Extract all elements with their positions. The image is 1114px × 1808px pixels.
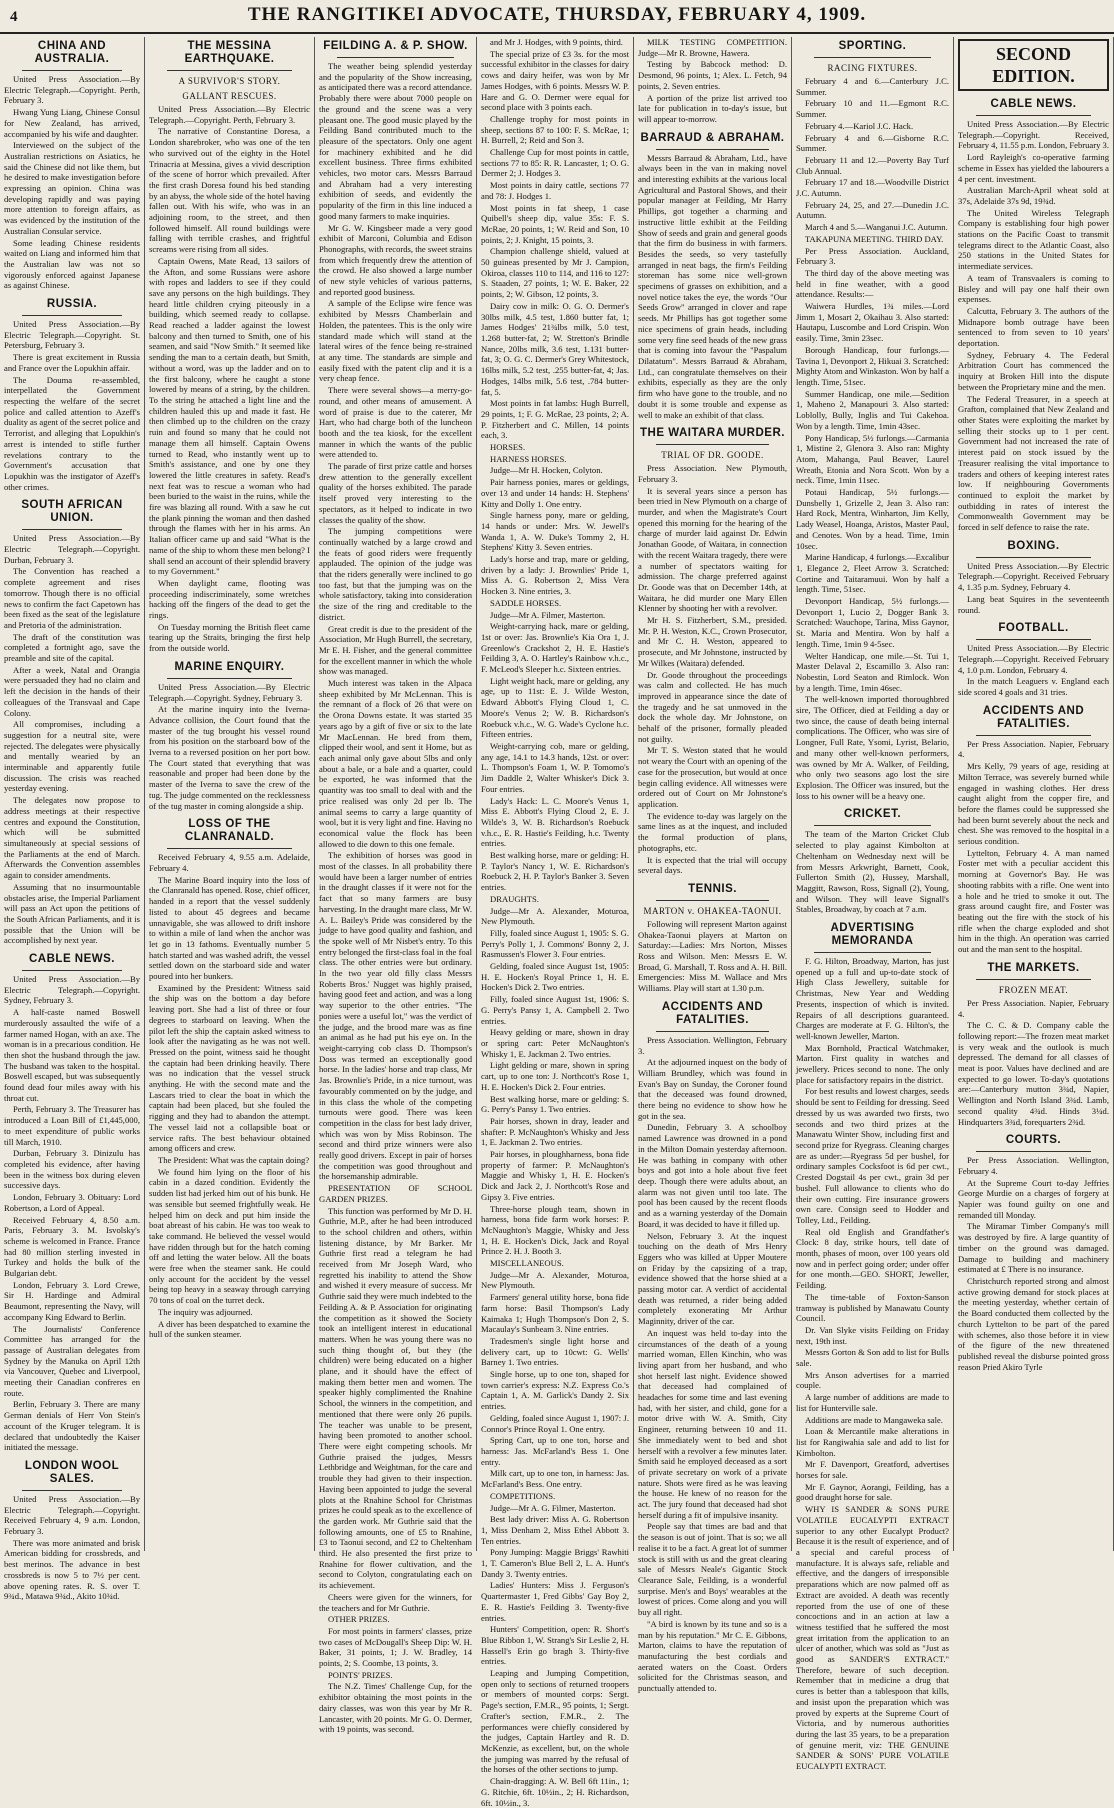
article-paragraph: The narrative of Constantine Doresa, a London sharebroker, who was one of the ten who survived out of the eighty in the Hotel Trinacria at Messina, gives a vivid description of the scene of horror which prevailed. After the first crash Doresa found his bed standing by an abyss, the whole side of the hotel having fallen out. With his wife, who was in an adjoining room, to the street, and then followed himself. All round buildings were falling with terrible crashes, and frightful screams were rising from all sides. (149, 126, 310, 255)
article-paragraph: At the Supreme Court to-day Jeffries George Murdie on a charges of forgery at Napier was found guilty on one and remanded till Monday. (958, 1177, 1109, 1220)
article-heading: SECOND EDITION. (958, 39, 1109, 91)
article-paragraph: Durban, February 3. Dinizulu has completed his evidence, after having been in the witness box during eleven successive days. (4, 1148, 140, 1191)
article-paragraph: A team of Transvaalers is coming to Bisley and will pay one half their own expenses. (958, 272, 1109, 305)
article-paragraph: At the adjourned inquest on the body of William Brundley, which was found in Evan's Bay on Sunday, the Coroner found that the deceased was found drowned, there being no evidence to show how he got in the sea. (638, 1057, 787, 1121)
article-paragraph: Mr T. S. Weston stated that he would not weary the Court with an opening of the case for the prosecution, but would at once begin calling evidence. All witnesses were ordered out of Court on Mr Johnstone's application. (638, 745, 787, 809)
article-paragraph: The N.Z. Times' Challenge Cup, for the exhibitor obtaining the most points in the dairy classes, was won this year by Mr R. Lancaster, with 20 points. Mr G. O. Dermer, with 19 points, was second. (319, 1681, 472, 1735)
article-heading: ADVERTISING MEMORANDA (830, 922, 915, 948)
article-paragraph: A large number of additions are made to list for Hunterville sale. (796, 1392, 949, 1413)
heading-rule (656, 1031, 769, 1032)
article-paragraph: Welter Handicap, one mile.—St. Tui 1, Master Delaval 2, Escamillo 3. Also ran: Nobestin, Lord Seaton and Rimlock. Won by a length. Time, 1min 46sec. (796, 650, 949, 693)
article-paragraph: Mr F. Gaynor, Aorangi, Feilding, has a good draught horse for sale. (796, 1481, 949, 1503)
article-paragraph: United Press Association.—By Electric Telegraph.—Copyright. Perth, February 3. (4, 74, 140, 106)
article-subheading: GALLANT RESCUES. (182, 91, 277, 101)
article-paragraph: The team of the Marton Cricket Club selected to play against Kimbolton at Cheltenham on Wednesday next will be from Messrs Arkwright, Barnett, Cook, Fullerton Smith (2), Hussey, Marshall, Maggitt, Rawson, Ross, Signall (2), Young, and Wilson. They will leave Signall's Stables, Broadway, by coach at 7 a.m. (796, 829, 949, 915)
article-heading: BARRAUD & ABRAHAM. (640, 131, 785, 144)
article-paragraph: Pair harness ponies, mares or geldings, over 13 and under 14 hands: H. Stephens' Kitty and Dolly 1. One entry. (481, 477, 629, 509)
article-paragraph: Cheers were given for the winners, for the teachers and for Mr Guthrie. (319, 1591, 472, 1613)
article-paragraph: Perth, February 3. The Treasurer has introduced a Loan Bill of £1,445,000, to meet expenditure of public works till March, 1910. (4, 1104, 140, 1147)
article-paragraph: WHY IS SANDER & SONS PURE VOLATILE EUCALYPTI EXTRACT superior to any other Eucalypt Product? Because it is the result of experience, and of a special and careful process of manufacture. It is always safe, reliable and effective, and the dangers of irresponsible preparations which are now palmed off as Extract are avoided. A death was recently reported from the use of one of these concoctions and in an action at law a witness testified that he suffered the most great irritation from the application to an ulcer of another, which was sold as "Just as good as SANDER'S EXTRACT." Therefore, beware of such deception. Remember that in medicine a drug that cures is better than a tablespoon that kills, and insist upon the preparation which was proved by experts at the Supreme Court of Victoria, and by numerous authorities during the last 35 years, to be a preparation of genuine merit, viz: THE GENUINE SANDER & SONS' PURE VOLATILE EUCALYPTI EXTRACT. (796, 1504, 949, 1772)
article (4, 1457, 140, 1602)
heading-rule (976, 979, 1091, 980)
article-paragraph: There is great excitement in Russia and France over the Lopukhin affair. (4, 352, 140, 373)
article-paragraph: Testing by Babcock method: D. Desmond, 96 points, 1; Alex. L. Fetch, 94 points, 2. Seven entries. (638, 59, 787, 91)
heading-rule (814, 825, 931, 826)
article-subheading: FROZEN MEAT. (998, 984, 1069, 995)
article-paragraph: United Press Association.—By Electric Telegraph.—Copyright. Received February 4, 1.0 p.m. London, February 4. (958, 643, 1109, 675)
heading-rule (976, 115, 1091, 116)
article-heading: MARINE ENQUIRY. (174, 660, 285, 673)
article-paragraph: Hwang Yung Liang, Chinese Consul for New Zealand, has arrived, accompanied by his wife and daughter. (4, 107, 140, 139)
article-paragraph: It is several years since a person has been tried in New Plymouth on a charge of murder, and when the Magistrate's Court opened this morning for the hearing of the charge of murder laid against Dr. Edwin Jonathan Goode, of Waitara, in connection with the recent Waitara tragedy, there were a number of spectators waiting for admission. The charge preferred against Dr. Goode was that on December 14th, at Waitara, he did murder one Mary Ellen Klenner by shooting her with a revolver. (638, 485, 787, 614)
article-paragraph: London, February 3. Obituary: Lord Robertson, a Lord of Appeal. (4, 1192, 140, 1213)
article-paragraph: Pair horses, in ploughharness, bona fide property of farmer: P. McNaughton's Maggie and Whisky 1, H. E. Hocken's Dick and Jack 2, J. Northcott's Rose and Gipsy 3. Five entries. (481, 1149, 629, 1202)
article-paragraph: Most points in dairy cattle, sections 77 and 78: J. Hodges 1. (481, 180, 629, 201)
article-paragraph: Most points in fat sheep, 1 case Quibell's sheep dip, value 35s: F. S. McRae, 20 points, 1; W. Reid and Son, 10 points, 2; J. Knight, 15 points, 3. (481, 202, 629, 245)
article-paragraph: Light gelding or mare, shown in spring cart, up to one ton: J. Northcott's Rose 1, H. E. Hocken's Dick 2. Four entries. (481, 1060, 629, 1092)
article-heading: CABLE NEWS. (990, 98, 1077, 110)
article-paragraph: The President: What was the captain doing? (158, 1154, 310, 1165)
article (958, 537, 1109, 616)
column-7 (954, 37, 1114, 1551)
article-paragraph: Best lady driver: Miss A. G. Robertson 1, Miss Denham 2, Miss Ethel Abbott 3. Ten entries. (481, 1514, 629, 1546)
article-paragraph: February 4.—Kariol J.C. Hack. (805, 120, 914, 131)
article-paragraph: February 24, 25, and 27.—Dunedin J.C. Autumn. (796, 199, 949, 221)
article-paragraph: and Mr J. Hodges, with 9 points, third. (490, 37, 623, 47)
article-paragraph: Christchurch reported strong and almost active growing demand for stock places at the meeting yesterday, whether certain of the Board conducted them collected by the church Lyttelton to be part of the pared with schemes, also those before it in view of the figure of the new threatened published reveal the disburse pointed gross reason Pried Akiro Tyrle (958, 1275, 1109, 1372)
article-paragraph: For best results and lowest charges, seeds should be sent to Feilding for dressing. Seed dressed by us was awarded two firsts, two seconds and two third prizes at the Manawatu Winter Show, including first and second prize for Ryegrass. Cleaning charges are as under:—Ryegrass 5d per bushel, for ordinary samples Cocksfoot is 6d per cwt., Crested Dogstail 4s per cwt., grain 3d per bushel. Full allowance to clients who do their own cutting. Fire insurance growers own care. Consign seed to Hodder and Tolley, Ltd., Feilding. (796, 1086, 949, 1225)
article-paragraph: TAKAPUNA MEETING. THIRD DAY. (805, 233, 944, 244)
article-paragraph: Dairy cow in milk: O. G. O. Dermer's 30lbs milk, 4.5 test, 1.860 butter fat, 1; James Hodges' 21¾lbs milk, 5.0 test, 1.268 butter-fat, 2; W. Stretton's Brindle Nance, 20lbs milk, 3.6 test, 1.131 butter-fat, 3; O. G. C. Dermer's Grey Whitestock, 16lbs milk, 5.2 test, .255 butter-fat, 4; Jas. Hodges, 14lbs milk, 5.6 test, .784 butter-fat, 5. (481, 300, 629, 397)
article-paragraph: Received February 4, 9.55 a.m. Adelaide, February 4. (149, 852, 310, 873)
article-paragraph: Lady's horse and trap, mare or gelding, driven by a lady: J. Brownlies' Pride 1, Miss A. G. Robertson 2, Miss Vera Hocken 3. Nine entries, 3. (481, 554, 629, 597)
article (319, 37, 472, 1735)
article-paragraph: Messrs Barraud & Abraham, Ltd., have always been in the van in making novel and interesting exhibits at the various local Agricultural and Pastoral Shows, and their popular manager at Feilding, Mr Harry Phillips, got together a charming and instructive little exhibit at the Feilding Show of seeds and grain and general goods that the firm do business in with farmers. Besides the seeds, so very tastefully arranged in neat bags, the firm's Feilding storeman has some nice well-grown specimens of grasses on exhibition, and a novel notice takes the eye, the words "Our Seeds Grow" arranged in clover and rape seeds. Mr Phillips has got together some nice specimens of grain heads, including some very fine seed heads of the new grass that is coming into favour the "Paspalum Dilatatum". Messrs Barraud & Abraham, Ltd., can congratulate themselves on their exhibits, especially as they are the only firm who have gone to the trouble, and no doubt it is some trouble and expense as well to make an exhibit of that class. (638, 152, 787, 420)
article-heading: SOUTH AFRICAN UNION. (21, 499, 123, 525)
article-paragraph: Max Bornhold, Practical Watchmaker, Marton. First quality in watches and jewellery. Prices second to none. The only place for satisfactory repairs in the district. (796, 1042, 949, 1085)
article-paragraph: The weather being splendid yesterday and the popularity of the Show increasing, as anticipated there was a record attendance. Probably there were about 7000 people on the ground and the scene was a very pleasant one. The good music played by the Feilding Band contributed much to the pleasure of the spectators. Only one agent for machinery exhibited and he did excellent business. Three firms exhibited vehicles, two motor cars. Messrs Barraud and Abraham had a very interesting exhibition of seeds, and evidently the popularity of the firm in this line induced a good many farmers to make inquiries. (319, 61, 472, 221)
article-paragraph: The exhibition of horses was good in most of the classes. In all probability there would have been a larger number of entries in the draught classes if it were not for the fact that so many farmers are busy harvesting. In the draught mare class, Mr W. A. L. Bailey's Pride was considered by the judge to have good quality and fashion, and the spoke well of Mr Nisbet's entry. To this entry belonged the first-class foal in the foal class. The other entries were but ordinary. In the two year old filly class Messrs Roberts Bros.' Nugget was highly praised, having good feet and action, and was a long way superior to the other entries. "The ponies were a useful lot," was the verdict of the judge, and the brood mare was as fine an animal as he had put his eye on. In the weight-carrying cob class D. Thompson's Doss was termed an exceptionally good horse. In the ladies' horse and trap class, Mr Jas. Brownlie's Pride, in a nice turnout, was favourably commented on by the judge, and in this class the whole of the competing turnouts were good. There was keen competition in the class for best lady driver, which was won by Miss Robinson. The second and third prize winners were also really good drivers. Except in pair of horses the competition was good throughout and the horsemanship admirable. (319, 850, 472, 1182)
article-paragraph: The evidence to-day was largely on the same lines as at the inquest, and included the formal production of plans, photographs, etc. (638, 810, 787, 853)
article-paragraph: February 17 and 18.—Woodville District J.C. Autumn. (796, 177, 949, 199)
article-paragraph: Loan & Mercantile make alterations in list for Rangiwahia sale and add to list for Kimbolton. (796, 1426, 949, 1458)
article-paragraph: Dr. Van Slyke visits Feilding on Friday next, 19th inst. (796, 1324, 949, 1346)
article-paragraph: The Convention has reached a complete agreement and rises tomorrow. Though there is no official news to confirm the fact Capetown has been fixed as the seat of the legislature and Pretoria of the administration. (4, 566, 140, 630)
article-paragraph: Hunters' Competition, open: R. Short's Blue Ribbon 1, W. Strang's Sir Leslie 2, H. Hassell's Erin go bragh 3. Thirty-five entries. (481, 1624, 629, 1667)
article-paragraph: The United Wireless Telegraph Company is establishing four high power stations on the Pacific Coast to transmit telegrams direct to the Atlantic Coast, also 250 stations in the United States for intermediate services. (958, 207, 1109, 272)
article-paragraph: The C. C. & D. Company cable the following report:—The frozen meat market is very weak and the outlook is much depressed. The demand for all classes of meat is poor. Values have declined and are expected to go lower. To-day's quotations are:—Canterbury mutton 3¾d, Napier, Wellington and North Island 3¾d. Lamb, second quality 4¾d. Hinds 3¼d. Hindquarters 3¾d, forequarters 2¾d. (958, 1020, 1109, 1127)
article-paragraph: MILK TESTING COMPETITION. Judge—Mr R. Browne, Hawera. (638, 37, 787, 58)
article-paragraph: Interviewed on the subject of the Australian restrictions on Asiatics, he said the Chinese did not like them, but he desired to make investigation before expressing an opinion. China was developing rapidly and was paying more attention to foreign affairs, as was evidenced by the institution of the Australian Consular service. (4, 140, 140, 236)
article-paragraph: Lady's Hack: L. C. Moore's Venus 1, Miss E. Abbott's Flying Cloud 2, E. J. Wilde's 3, W. B. Richardson's Roebuck v.h.c., E. R. Hastie's Feilding, h.c. Twenty entries. (481, 795, 629, 849)
masthead (0, 0, 1114, 34)
article (958, 619, 1109, 698)
article-paragraph: SADDLE HORSES. (490, 597, 562, 608)
article-paragraph: Calcutta, February 3. The authors of the Midnapore bomb outrage have been sentenced to from seven to 10 years' deportation. (958, 305, 1109, 349)
article-paragraph: When daylight came, flooting was proceeding indiscriminately, some wretches hacking off the fingers of the dead to get the rings. (149, 577, 310, 621)
newspaper-title: THE RANGITIKEI ADVOCATE, THURSDAY, FEBRUARY 4, 1909. (247, 4, 867, 25)
article-paragraph: There was more animated and brisk American bidding for crossbreds, and best merinos. The advance in best crossbreds is now 5 to 7½ per cent. above opening rates. R. S. over T. 9¾d., Matawa 9¾d., Akito 10¾d. (4, 1537, 140, 1602)
article-heading: CHINA AND AUSTRALIA. (34, 40, 110, 65)
article-heading: SPORTING. (838, 40, 907, 52)
article-paragraph: Gelding, foaled since August 1st, 1905: H. E. Hocken's Royal Prince 1, H. E. Hocken's Dick 2. Two entries. (481, 961, 629, 993)
article-paragraph: Gelding, foaled since August 1, 1907: J. Connor's Prince Royal 1. One entry. (481, 1412, 629, 1434)
article-paragraph: Farmers' general utility horse, bona fide farm horse: Basil Thompson's Lady Kaimaka 1; Hugh Thompson's Don 2, S. Macaulay's Sunbeam 3. Nine entries. (481, 1292, 629, 1335)
article-paragraph: Lyttelton, February 4. A man named Foster met with a peculiar accident this morning at Governor's Bay. He was shooting rabbits with a rifle. One went into a hole and he tried to smoke it out. The grass around caught fire, and Foster was beating out the fire with the stock of his rifle when the charge exploded and shot him in the thigh. An operation was carried out and the man sent to the hospital. (958, 847, 1109, 955)
article-heading: FEILDING A. & P. SHOW. (323, 40, 468, 52)
article-subheading: A SURVIVOR'S STORY. (178, 76, 281, 86)
article-paragraph: United Press Association.—By Electric Telegraph.—Copyright. Sydney, February 3. (149, 681, 310, 703)
article-paragraph: Light weight hack, mare or gelding, any age, up to 11st: E. J. Wilde Weston, Edward Abbott's Flying Cloud 1, C. Moore's Venus 2; W. B. Richardson's Roebuck v.h.c., W. G. Wade's Cyclone h.c. Fifteen entries. (481, 675, 629, 740)
heading-rule (656, 149, 769, 150)
article-heading: THE WAITARA MURDER. (640, 427, 785, 440)
article-paragraph: Tradesmen's single light horse and delivery cart, up to 10cwt: G. Wells' Barney 1. Two entries. (481, 1335, 629, 1368)
article-paragraph: POINTS' PRIZES. (328, 1669, 393, 1680)
article (796, 805, 949, 915)
article-paragraph: United Press Association.—By Electric Telegraph.—Copyright. Received, February 4, 11.55 p.m. London, February 3. (958, 119, 1110, 151)
article-heading: COURTS. (1005, 1134, 1062, 1147)
article (4, 950, 140, 1453)
article-paragraph: United Press Association.—By Electric Telegraph.—Copyright. St. Petersburg, February 3. (4, 319, 140, 351)
article-paragraph: Potaui Handicap, 5½ furlongs.—Dunsbelly 1, Grizelle 2, Jean 3. Also ran: Hard Rock, Mentra, Winharton, Jim Kelly, Lady Weasel, Hoanga, Aristos, Master Paul, and Cenotes. Won by a head. Time, 1min 10sec. (796, 487, 949, 551)
heading-rule (656, 444, 769, 445)
article-paragraph: Challenge trophy for most points in sheep, sections 87 to 100: F. S. McRae, 1; H. Burrell, 2; Reid and Son 3. (481, 113, 629, 146)
article-heading: BOXING. (1007, 539, 1060, 552)
article-paragraph: This function was performed by Mr D. H. Guthrie, M.P., after he had been introduced to the school children and others, within listening distance, by Mr Barker. Mr Guthrie first read a telegram he had received from Mr Joseph Ward, who regretted his inability to attend the Show and wished it every measure of success. Mr Guthrie said they were much indebted to the Feilding A. & P. Association for originating the competition as it showed the Society took an intelligent interest in educational matters. When he was young there was no such thing thought of, but they (the children) were being educated on a higher plane, and it should have the effect of making them better men and women. The speaker highly complimented the Rnahine School, the winners in the competition, and mentioned that there were only 26 pupils. The teacher was unable to be present, having been promoted to another school. There were eight competing schools. Mr Guthrie praised the judges, Messrs Lethbridge and Weightman, for the care and trouble they had given to their inspection. Having been appointed to judge the several plots at the Rnahine School for Christmas prizes he could speak as to the excellence of the garden work. Mr Guthrie said that the following amounts, one of £5 to Rnahine, £3 to Taonui second, and £2 to Cheltenham third. He also presented the first prize to Rnahine for flower cultivation, and the second to Colyton, congratulating each on its achievement. (319, 1205, 472, 1591)
article-paragraph: Per Press Association. Napier, February 4. (958, 738, 1109, 760)
article-paragraph: People say that times are bad and that the season is out of joint. That is so; we all realise it to be a fact. A great lot of summer stock is still with us and the great clearing sale of Messrs Neale's Gigantic Stock Clearance Sale, Feilding, is a wonderful surprise. Men's and Boys' wearables at the lowest of prices. Come along and you will buy all right. (638, 1521, 787, 1618)
article-paragraph: Most points in fat lambs: Hugh Burrell, 29 points, 1; F. G. McRae, 23 points, 2; A. P. Fitzherbert and C. Millen, 14 points each, 3. (481, 398, 629, 441)
article (481, 37, 629, 1808)
article-paragraph: A sample of the Eclipse wire fence was exhibited by Messrs Chamberlain and Holden, the patentees. This is the only wire standard made which will stand at the lateral wires of the fence being re-strained at any time. The standards are simple and easily fixed with the patent clip and it is a very cheap fence. (319, 298, 472, 384)
article-paragraph: February 11 and 12.—Poverty Bay Turf Club Annual. (796, 154, 949, 176)
article-paragraph: United Press Association.—By Electric Telegraph.—Copyright. Received February 4, 1.35 p.m. Sydney, February 4. (958, 560, 1109, 593)
article-paragraph: All compromises, including a suggestion for a neutral site, were rejected. The delegates were physically and mentally wearied by an interminable and apparently futile discussion. The crisis was reached yesterday evening. (4, 719, 140, 794)
article-paragraph: PRESENTATION OF SCHOOL GARDEN PRIZES. (319, 1183, 472, 1204)
article (4, 496, 140, 946)
article-paragraph: Challenge Cup for most points in cattle, sections 77 to 85: R. R. Lancaster, 1; O. G. Dermer 2; J. Hodges 3. (481, 147, 629, 179)
heading-rule (22, 970, 122, 971)
article-paragraph: A diver has been despatched to examine the hull of the sunken steamer. (149, 1318, 310, 1340)
article-heading: TENNIS. (688, 882, 737, 895)
heading-rule (976, 735, 1091, 736)
article-paragraph: Milk cart, up to one ton, in harness: Jas. McFarland's Bess. One entry. (481, 1468, 629, 1490)
article-paragraph: Judge—Mr A. G. Filmer, Masterton. (490, 1502, 616, 1513)
article-paragraph: Judge—Mr A. Alexander, Moturoa, New Plymouth. (481, 905, 629, 927)
article-paragraph: Judge—Mr A. Filmer, Masterton. (490, 609, 606, 620)
article-paragraph: Champion challenge shield, valued at 50 guineas presented by Mr J. Campion, Okiroa, classes 110 to 114, and 116 to 127: S. Staaden, 27 points, 1; W. E. Baker, 22 points, 2; W. Gibson, 12 points, 3. (481, 246, 629, 300)
column-5 (634, 37, 792, 1694)
article (638, 880, 787, 994)
article-paragraph: DRAUGHTS. (490, 893, 539, 904)
article-paragraph: Sydney, February 4. The Federal Arbitration Court has commenced the inquiry at Broken Hill into the dispute between the Proprietary mine and the men. (958, 349, 1109, 392)
heading-rule (167, 848, 292, 849)
article-paragraph: The Journalists' Conference Committee has arranged for the passage of Australian delegates from Sydney by the Manuka on April 12th via Vancouver, Quebec and Liverpool, meeting their Canadian confreres en route. (4, 1323, 140, 1398)
article-paragraph: Additions are made to Mangaweka sale. (805, 1414, 943, 1425)
article-paragraph: United Press Association.—By Electric Telegraph.—Copyright. Received February 4, 9 a.m. London, February 3. (4, 1493, 140, 1537)
article-paragraph: Mr F. Davenport, Greatford, advertises horses for sale. (796, 1459, 949, 1481)
article-paragraph: Weight-carrying cob, mare or gelding, any age, 14.1 to 14.3 hands, 12st. or over: L. Thompson's Foam 1, W. P. Tomomo's Jim Daddle 2, Walter Whisker's Dick 3. Four entries. (481, 741, 629, 794)
article-paragraph: The draft of the constitution was completed a fortnight ago, save the preamble and site of the capital. (4, 631, 140, 664)
heading-rule (167, 70, 292, 71)
heading-rule (22, 70, 122, 71)
heading-rule (22, 315, 122, 316)
article-heading: ACCIDENTS AND FATALITIES. (982, 704, 1085, 730)
article-paragraph: Filly, foaled since August 1, 1905: S. G. Perry's Polly 1, J. Commons' Bonny 2, J. Rasmussen's Flower 3. Four entries. (481, 927, 629, 960)
article-heading: ACCIDENTS AND FATALITIES. (661, 1000, 764, 1026)
article-paragraph: Summer Handicap, one mile.—Sedition 1, Maheno 2, Manapouri 3. Also started: Loblolly, Bully, Inglis and Tui Cakehoa. Won by a length. Time, 1min 43sec. (796, 388, 949, 431)
article-paragraph: HARNESS HORSES. (490, 453, 567, 464)
article (958, 702, 1109, 955)
article-paragraph: Lord Rayleigh's co-operative farming scheme in Essex has yielded the labourers a 4 per cent. investment. (958, 152, 1109, 184)
article-paragraph: OTHER PRIZES. (328, 1614, 390, 1625)
heading-rule (976, 557, 1091, 558)
article-paragraph: Some leading Chinese residents waited on Liang and informed him that the Australian law was not so vigorously enforced against Japanese as against Chinese. (4, 237, 140, 291)
article-paragraph: F. G. Hilton, Broadway, Marton, has just opened up a full and up-to-date stock of High Class Jewellery, suitable for Christmas, New Year and Wedding Presents, inspection of which is invited. Repairs of all descriptions guaranteed. Charges are moderate at F. G. Hilton's, the well-known Jeweller, Marton. (796, 956, 949, 1041)
article-paragraph: Press Association. New Plymouth, February 3. (638, 463, 787, 484)
article-paragraph: Per Press Association. Napier, February 4. (958, 997, 1109, 1019)
article (796, 919, 949, 1772)
heading-rule (814, 952, 931, 953)
article-paragraph: After a week, Natal and Orangia were persuaded they had no claim and left the decision in the hands of their colleagues of the Transvaal and Cape Colony. (4, 664, 140, 718)
article-paragraph: Borough Handicap, four furlongs.—Tavina 1, Devonport 2, Hikuai 3. Scratched: Mighty Atom and Winkaston. Won by half a length. Time, 51sec. (796, 344, 949, 387)
article-paragraph: It is expected that the trial will occupy several days. (638, 854, 787, 876)
column-4 (477, 37, 634, 1808)
article-paragraph: Pair horses, shown in dray, leader and shafter: P. McNaughton's Whisky and Jess 1, E. Jackman 2. Two entries. (481, 1115, 629, 1148)
article-heading: LONDON WOOL SALES. (24, 1459, 120, 1485)
article-paragraph: United Press Association.—By Electric Telegraph.—Copyright. Perth, February 3. (149, 104, 310, 125)
article-paragraph: Pony Jumping: Maggie Briggs' Rawhiti 1, T. Cameron's Blue Bell 2, L. A. Hunt's Dandy 3. Twenty entries. (481, 1547, 629, 1579)
article-paragraph: Mrs Kelly, 79 years of age, residing at Milton Terrace, was severely burned while engaged in washing clothes. Her dress caught alight from the copper fire, and before the flames could be suppressed she had been burnt severely about the neck and chest. She was removed to the hospital in a serious condition. (958, 761, 1109, 847)
article (149, 658, 310, 811)
article-paragraph: Heavy gelding or mare, shown in dray or spring cart: Peter McNaughton's Whisky 1, E. Jackman 2. Two entries. (481, 1027, 629, 1059)
article (4, 37, 140, 291)
article (638, 998, 787, 1694)
article-paragraph: February 4 and 6.—Gisborne R.C. Summer. (796, 132, 949, 154)
article-paragraph: The Miramar Timber Company's mill was destroyed by fire. A large quantity of timber on the ground was damaged. Damage to building and machinery estimated at £ There is no insurance. (958, 1221, 1109, 1275)
page-number: 4 (10, 9, 18, 25)
article-paragraph: Single horse, up to one ton, shaped for town carrier's express: N.Z. Express Co.'s Captain 1, A. M. Garlick's Dandy 2. Six entries. (481, 1369, 629, 1412)
article-paragraph: The special prize of £3 3s. for the most successful exhibitor in the classes for dairy cows and dairy heifer, was won by Mr James Hodges, with 6 points. Messrs W. P. Hare and G. O. Dermer were equal for second place with 3 points each. (481, 48, 629, 113)
article-paragraph: Chain-dragging: A. W. Bell 6ft 11in., 1; G. Ritchie, 6ft. 10½in., 2; H. Richardson, 6ft. 10½in., 3. (481, 1776, 629, 1808)
article-subheading: MARTON v. OHAKEA-TAONUI. (643, 905, 782, 916)
article-paragraph: The inquiry was adjourned. (158, 1306, 253, 1317)
article-paragraph: Waiwera Hurdles, 1¾ miles.—Lord Jimm 1, Mosart 2, Okaihau 3. Also started: Hautapu, Luscombe and Lord Crispin. Won easily. Time, 3min 23sec. (796, 301, 949, 344)
article-paragraph: Weight-carrying hack, mare or gelding, 1st or over: Jas. Brownlie's Kia Ora 1, J. Greenlow's Crackshot 2, H. E. Hastie's Feilding 3, A. O. Hartley's Rainbow v.h.c., F. McLeod's Sleeper h.c. Sixteen entries. (481, 621, 629, 675)
article-paragraph: "A bird is known by its tune and so is a man by his reputation." Mr C. E. Gibbons, Marton, claims to have the reputation of manufacturing the best cordials and aerated waters on the Coast. Orders solicited for the Christmas season, and punctually attended to. (638, 1618, 787, 1694)
article-paragraph: Spring Cart, up to one ton, horse and harness: Jas. McFarland's Bess 1. One entry. (481, 1435, 629, 1467)
article-subheading: TRIAL OF DR. GOODE. (661, 450, 764, 461)
article-paragraph: Per Press Association. Auckland, February 3. (796, 245, 949, 267)
article-paragraph: MISCELLANEOUS. (490, 1258, 564, 1269)
article-paragraph: Judge—Mr A. Alexander, Moturoa, New Plymouth. (481, 1269, 629, 1291)
article-paragraph: The delegates now propose to address meetings at their respective centres and expound the Constitution, which will be submitted simultaneously at special sessions of the Parliaments at the end of March. Afterwards the Convention assembles again to consider amendments. (4, 795, 140, 881)
article-paragraph: Best walking horse, mare or gelding: H. P. Taylor's Nancy 1, W. E. Richardson's Roebuck 2, H. P. Taylor's Banker 3. Seven entries. (481, 850, 629, 893)
article-paragraph: A half-caste named Boswell murderously assaulted the wife of a farmer named Hogan, with an axe. The woman is in a precarious condition. He then shot the husband through the jaw. The husband was taken to the hospital. Boswell escaped, but was subsequently found dead four miles away with his throat cut. (4, 1007, 140, 1103)
heading-rule (337, 57, 454, 58)
article-paragraph: Filly, foaled since August 1st, 1906: S. G. Perry's Pansy 1, A. Campbell 2. Two entries. (481, 994, 629, 1026)
article-paragraph: The parade of first prize cattle and horses drew attention to the generally excellent quality of the horses exhibited. The parade itself proved very interesting to the spectators, as it helped to indicate in two classes the quality of the show. (319, 461, 472, 525)
article-heading: CRICKET. (843, 808, 902, 821)
article-paragraph: Pony Handicap, 5½ furlongs.—Carmania 1, Mistine 2, Glenora 3. Also ran: Mighty Atom, Mahanga, Paul Beaver, Laurel Wreath, Etonia and Nora Scott. Won by a neck. Time, 1min 11sec. (796, 432, 949, 486)
article-paragraph: March 4 and 5.—Wanganui J.C. Autumn. (805, 222, 948, 233)
article (958, 959, 1109, 1127)
article-paragraph: On Tuesday morning the British fleet came tearing up the Straits, bringing the first help from the outside world. (149, 621, 310, 654)
article-paragraph: Examined by the President: Witness said the ship was on the bottom a day before leaving port. She had a list of three or four degrees to starboard on leaving. When the pilot left the ship the captain asked witness to look after the navigating as he was not well. Pressed on the point, witness said he thought the captain had been drinking heavily. There was no indication that the vessel struck anything. He with the second mate and the Lascars tried to clear the boat in which the captain had been placed, but she fouled the rigging and they had to abandon the attempt. The vessel laid not a collapsible boat or service rafts. The best behaviour obtained among officers and crew. (149, 982, 310, 1154)
article-paragraph: Following will represent Marton against Ohakea-Taonui players at Marton on Saturday:—Ladies: Mrs Norton, Misses Ross and Wilson. Men: Messrs E. W. Broad, G. Marshall, T. Ross and A. H. Bill. Emergencies: Miss M. Wallace and Mrs Williams. Play will start at 1.30 p.m. (638, 918, 787, 994)
article (958, 39, 1109, 91)
article-paragraph: February 4 and 6.—Canterbury J.C. Summer. (796, 76, 949, 97)
article-paragraph: United Press Association.—By Electric Telegraph.—Copyright. Durban, February 3. (4, 533, 140, 565)
article-paragraph: Great credit is due to the president of the Association, Mr Hugh Burrell, the secretary, Mr E. H. Fisher, and the general committee for the excellent manner in which the whole show was managed. (319, 623, 472, 677)
article-paragraph: We found him lying on the floor of his cabin in a dazed condition. Evidently the sudden list had jerked him out of his bunk. He was sensible but seemed frightfully weak. He helped him on deck and put him inside the boat abreast of his cabin. He was too weak to take command. He believed the vessel would have ridden through but for the hatch coming off and letting the water below. All the boats were free when the steamer sank. He could only account for the accident by the vessel being top heavy in a seaway through carrying 70 tons of coal on the turret deck. (149, 1166, 310, 1306)
article-paragraph: Messrs Gorton & Son add to list for Bulls sale. (796, 1347, 949, 1369)
article-paragraph: Mr G. W. Kingsbeer made a very good exhibit of Marconi, Columbia and Edison Phonographs, with records, the sweet strains from which frequently drew the attention of the crowd. He also showed a large number of new style vehicles of various patterns, and reported good business. (319, 222, 472, 297)
article-paragraph: There were several shows—a merry-go-round, and other means of amusement. A word of praise is due to the caterer, Mr Hart, who had charge both of the luncheon booth and the tea kiosk, for the excellent manner in which the wants of the public were attended to. (319, 385, 472, 460)
article-paragraph: COMPETITIONS. (490, 1490, 556, 1501)
article-paragraph: Per Press Association. Wellington, February 4. (958, 1155, 1109, 1176)
column-6 (792, 37, 954, 1772)
column-2 (145, 37, 315, 1551)
article (638, 129, 787, 421)
article-paragraph: Three-horse plough team, shown in harness, bona fide farm work horses: P. McNaughton's Maggie, Whisky and Jess 1, H. E. Hocken's Dick, Jack and Royal Prince 2. H. J. Booth 3. (481, 1203, 629, 1257)
article-heading: FOOTBALL. (998, 622, 1069, 635)
article (638, 424, 787, 876)
article-paragraph: Mr H. S. Fitzherbert, S.M., presided. Mr. P. H. Weston, K.C., Crown Prosecutor, and Mr C. H. Weston, appeared to prosecute, and Mr Johnstone, instructed by Mr Wilkes (Waitara) defended. (638, 615, 787, 668)
column-1 (0, 37, 145, 1602)
article-paragraph: For most points in farmers' classes, prize two cases of McDougall's Sheep Dip: W. H. Baker, 31 points, 1; J. W. Bradley, 14 points, 2; S. Coombe, 13 points, 3. (319, 1625, 472, 1669)
article-paragraph: The jumping competitions were continually watched by a large crowd and the feats of good riders were frequently applauded. The opinion of the judge was that the riders generally were inclined to go too fast, but that the jumping was on the whole satisfactory, taking into consideration the size of the ring and creditable to the district. (319, 526, 472, 622)
article-paragraph: In the match Leaguers v. England each side scored 4 goals and 31 tries. (958, 676, 1109, 698)
article-heading: THE MARKETS. (987, 961, 1080, 974)
article-paragraph: Marine Handicap, 4 furlongs.—Excalibur 1, Elegance 2, Fleet Arrow 3. Scratched: Cortine and Taitaramuui. Won by half a length. Time, 51sec. (796, 552, 949, 595)
article-paragraph: Press Association. Wellington, February 3. (638, 1034, 787, 1056)
article (149, 37, 310, 654)
article (4, 295, 140, 492)
article-paragraph: Best walking horse, mare or gelding: S. G. Perry's Pansy 1. Two entries. (481, 1093, 629, 1115)
article-paragraph: An inquest was held to-day into the circumstances of the death of a young married woman, Ellen Kinchin, who was living apart from her husband, and who shot herself last night. Evidence showed that deceased had complained of headaches for some time and last evening had, with her sister, and child, gone for a motor drive with W. A. Smith, City Engineer, returning between 10 and 11. She immediately went to bed and shot herself with a revolver a few minutes later. Smith said he employed deceased as a sort of private secretary on work of a private nature. Shots were fired as he was leaving the house. He knew of no reason for the act. The jury found that deceased had shot herself during a fit of impulsive insanity. (638, 1327, 787, 1520)
heading-rule (976, 1151, 1091, 1152)
article-paragraph: Dr. Goode throughout the proceedings was calm and collected. He has much improved in appearance since the date of the tragedy and he sat unmoved in the dock the whole day. Mr Johnstone, on behalf of the prisoner, formally pleaded not guilty. (638, 669, 787, 744)
article-paragraph: Judge—Mr H. Hocken, Colyton. (490, 465, 603, 476)
article-paragraph: Assuming that no insurmountable obstacles arise, the Imperial Parliament will pass an Act upon the petitions of the South African Parliaments, and it is possible that the Union will be accomplished by next year. (4, 881, 140, 946)
article (638, 37, 787, 125)
article-paragraph: Real old English and Grandfather's Clock: 8 day, strike hours, tell date of month, phases of moon, over 100 years old now and in perfect going order; under offer for one month.—GEO. SHORT, Jeweller, Feilding. (796, 1226, 949, 1291)
article-paragraph: Devonport Handicap, 5½ furlongs.—Devonport 1, Lucio 2, Dogger Bank 3. Scratched: Wauchope, Tarina, Miss Gaynor, St. Maria and Mentira. Won by half a length. Time, 1min 9 4-5sec. (796, 596, 949, 649)
heading-rule (656, 900, 769, 901)
article-heading: CABLE NEWS. (29, 953, 115, 966)
article-paragraph: The third day of the above meeting was held in fine weather, with a good attendance. Results:— (796, 267, 949, 300)
article-heading: RUSSIA. (46, 298, 98, 311)
article-paragraph: The Marine Board inquiry into the loss of the Clanranald has opened. Rose, chief officer, handed in a report that the vessel suddenly listed to about 45 degrees and became unnavigable, she was allowed to drift inshore to within a mile of land when the anchor was let go in 13 fathoms. Eventually number 5 hatch started and was washed adrift, the vessel settled down on the starboard side and water poured into her bunkers. (149, 874, 310, 982)
article-paragraph: Captain Owens, Mate Read, 13 sailors of the Afton, and some Russians were ashore with ropes and ladders to see if they could save any persons on the high buildings. They heard little children crying piteously in a building, which seemed ready to collapse. Read reached a ladder against the lowest balcony and then turned to Smith, one of his seamen, and said "Now Smith." It seemed like sending the man to a certain death, but Smith, without a word, was up the ladder and on to the first balcony, where he caught a stone lowered by means of a string, by the children. To the string he attached a light line and the children hauled this up and made it fast. He then climbed up to the children on the crazy ruin and found so many that he could not manage them all himself. Captain Owens turned to Read, who instantly went up to Smith's assistance, and one by one they lowered the little creatures in safety. Read's next feat was to rescue a woman who had been buried to the waist in the ruins, while the fire was blazing all round. With a saw he cut the plank pinning the woman and then dashed through the flames with her in his arms. An Italian officer came up and said "What is the name of the ship to whom these men belong? I shall send an account of their splendid bravery to my Government." (149, 255, 310, 577)
article-paragraph: HORSES. (490, 442, 526, 453)
heading-rule (22, 529, 122, 530)
article-paragraph: The Douma re-assembled, interpellated the Government respecting the welfare of the secret police and called attention to Azeff's duality as agent of the secret police and Terrorist, and alleging that Lopukhin's arrest is intended to stifle further revelations contrary to the Government's accusation that Lopukhin was the instigator of Azeff's other crimes. (4, 374, 140, 492)
article-paragraph: Nelson, February 3. At the inquest touching on the death of Mrs Henry Eggers who was killed at Upper Moutere on Friday by the capsizing of a trap, evidence showed that the horse shied at a passing motor car. A verdict of accidental death was returned, a rider being added completely exonerating Mr Arthur Maginnity, driver of the car. (638, 1230, 787, 1327)
article-paragraph: London, February 3. Lord Crewe, Sir H. Hardinge and Admiral Beaumont, representing the Navy, will accompany King Edward to Berlin. (4, 1279, 140, 1322)
article-paragraph: Mrs Anson advertises for a married couple. (796, 1369, 949, 1391)
article (958, 1131, 1109, 1372)
article-paragraph: Much interest was taken in the Alpaca sheep exhibited by Mr McLennan. This is the remnant of a flock of 26 that were on the Orona Downs estate. It was started 35 years ago by a gift of five or six to the late Mr MacLennan. He bred from them, clipped their wool, and sent it Home, but as each animal only gave about 5lbs and only about a bale, or a bale and a quarter, could be exported, he was informed that the quantity was too small to deal with and the price realised was only 2d per lb. The animal seems to carry a large quantity of wool, but it is very light and fine. Having no economical value the flock has been allowed to die down to this one female. (319, 678, 472, 849)
article-paragraph: A portion of the prize list arrived too late for publication in to-day's issue, but will appear to-morrow. (638, 92, 787, 124)
article (958, 95, 1109, 533)
heading-rule (976, 639, 1091, 640)
article-paragraph: United Press Association.—By Electric Telegraph.—Copyright. Sydney, February 3. (4, 974, 140, 1006)
article-paragraph: February 10 and 11.—Egmont R.C. Summer. (796, 98, 949, 120)
article-paragraph: Received February 4, 8.50 a.m. Paris, February 3. M. Isvolsky's scheme is welcomed in France. France had 80 million sterling invested in Turkey and holds the bulk of the Bulgarian debt. (4, 1214, 140, 1279)
column-3 (315, 37, 477, 1735)
article-paragraph: Leaping and Jumping Competition, open only to sections of returned troopers or members of mounted corps: Sergt. Page's section, F.M.R., 95 points, 1; Sergt. Crafter's section, F.M.R., 2. The performances were chiefly considered by the judges, Captain Hartley and R. D. McKenzie, as excellent, but, on the whole the jumping was marred by the refusal of the horses of the other sections to jump. (481, 1668, 629, 1775)
article-subheading: RACING FIXTURES. (827, 63, 918, 73)
article-heading: THE MESSINA EARTHQUAKE. (184, 40, 275, 65)
heading-rule (22, 1490, 122, 1491)
heading-rule (814, 57, 931, 58)
article-paragraph: Lang beat Squires in the seventeenth round. (958, 593, 1109, 615)
article-paragraph: The Federal Treasurer, in a speech at Grafton, complained that New Zealand and other States were exploiting the market by selling their stocks up to 1 per cent. Government had not increased the rate of interest paid on stock issued by the Treasurer realising the vital importance to traders and others of keeping interest rates low. If neighbouring Governments continued to exploit the market by outbidding in rates of interest the Commonwealth Government may be forced in self defence to raise the rate. (958, 393, 1109, 533)
article-paragraph: Single harness pony, mare or gelding, 14 hands or under: Mrs. W. Jewell's Wanda 1, A. W. Duke's Tommy 2, H. Stephens' Kitty 3. Seven entries. (481, 510, 629, 553)
article-paragraph: Australian March-April wheat sold at 37s, Adelaide 37s 9d, 19¾d. (958, 185, 1109, 206)
article-paragraph: Ladies' Hunters: Miss J. Ferguson's Quartermaster 1, Fred Gibbs' Gay Boy 2, E. R. Hastie's Feilding 3. Twenty-five entries. (481, 1580, 629, 1623)
article-paragraph: The well-known imported thoroughbred sire, The Officer, died at Feilding a day or two since, the cause of death being internal complications. The Officer, who was sire of Longner, Full Rate, Ysomi, Lyrist, Belario, and many other well-known performers, was owned by Mr A. Walker, of Feilding, who only two seasons ago lost the sire Explosion. The Officer was insured, but the loss to his owner will be a heavy one. (796, 694, 949, 801)
article (796, 37, 949, 801)
heading-rule (167, 678, 292, 679)
article-heading: LOSS OF THE CLANRANALD. (184, 818, 275, 844)
article-paragraph: Dunedin, February 3. A schoolboy named Lawrence was drowned in a pond in the Milton Domain yesterday afternoon. He was bathing in company with other boys and got into a hole about five feet deep. Though there were adults about, an alarm was not given until too late. The pool has been caused by the recent floods and as a warning yesterday of the Domain Board, it was decided to have it filled up. (638, 1122, 787, 1229)
article-paragraph: The time-table of Foxton-Sanson tramway is published by Manawatu County Council. (796, 1291, 949, 1324)
article (149, 815, 310, 1340)
article-paragraph: Berlin, February 3. There are many German denials of Herr Von Stein's account of the Kruger telegram. It is declared that undoubtedly the Kaiser initiated the message. (4, 1399, 140, 1453)
article-paragraph: At the marine inquiry into the Iverna-Advance collision, the Court found that the master of the tug brought his vessel round from his position on the starboard bow of the Iverna to a reversed position on her port bow. The Court stated that everything that was reasonable and proper had been done by the master of the Iverna to save the crew of the tug. The judge commented on the recklessness of the tug master in coming alongside a ship. (149, 704, 310, 811)
